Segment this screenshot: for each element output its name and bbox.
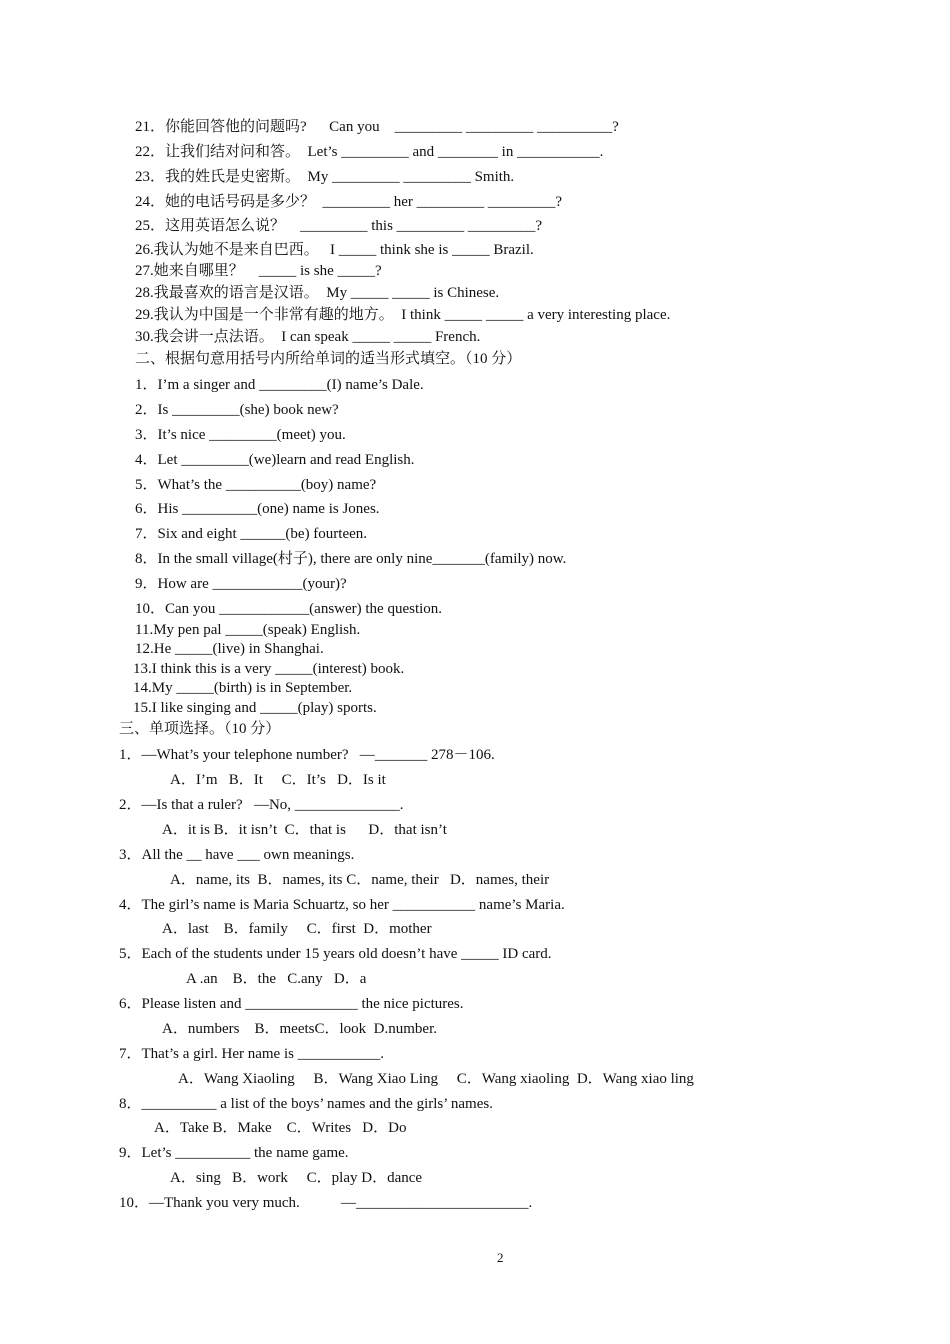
text-line: 8．In the small village(村子), there are only nine_______(family) now. xyxy=(135,551,567,567)
text-line: 26.我认为她不是来自巴西。 I _____ think she is _____ Brazil. xyxy=(135,242,534,258)
text-line: 15.I like singing and _____(play) sports. xyxy=(133,700,377,716)
text-line: 25．这用英语怎么说？ _________ this _________ _________? xyxy=(135,218,543,234)
text-line: A .an B．the C.any D．a xyxy=(186,971,367,987)
text-line: 1．I’m a singer and _________(I) name’s Dale. xyxy=(135,377,424,393)
text-line: A．sing B．work C．play D．dance xyxy=(170,1170,423,1186)
text-line: 6．His __________(one) name is Jones. xyxy=(135,501,380,517)
text-line: 6．Please listen and _______________ the nice pictures. xyxy=(119,996,464,1012)
text-line: 13.I think this is a very _____(interest) book. xyxy=(133,661,405,677)
text-line: 1．—What’s your telephone number? —_______ 278－106. xyxy=(119,747,495,763)
text-line: 三、单项选择。（10 分） xyxy=(119,721,281,737)
text-line: 2．Is _________(she) book new? xyxy=(135,402,339,418)
text-line: 24．她的电话号码是多少？ _________ her _________ _________? xyxy=(135,194,563,210)
text-line: 2．—Is that a ruler? —No, ______________. xyxy=(119,797,404,813)
text-line: 29.我认为中国是一个非常有趣的地方。 I think _____ _____ a very interesting place. xyxy=(135,307,671,323)
text-line: 10．Can you ____________(answer) the question. xyxy=(135,601,443,617)
text-line: A．name, its B．names, its C．name, their D．names, their xyxy=(170,872,550,888)
text-line: A．numbers B．meetsC．look D.number. xyxy=(162,1021,437,1037)
text-line: 9．How are ____________(your)? xyxy=(135,576,347,592)
text-line: 30.我会讲一点法语。 I can speak _____ _____ French. xyxy=(135,329,481,345)
text-line: 8．__________ a list of the boys’ names and the girls’ names. xyxy=(119,1096,493,1112)
text-line: A．Wang Xiaoling B．Wang Xiao Ling C．Wang xiaoling D．Wang xiao ling xyxy=(178,1071,694,1087)
text-line: 二、根据句意用括号内所给单词的适当形式填空。（10 分） xyxy=(135,351,522,367)
text-line: 3．It’s nice _________(meet) you. xyxy=(135,427,346,443)
text-line: 4．Let _________(we)learn and read English. xyxy=(135,452,415,468)
text-line: 12.He _____(live) in Shanghai. xyxy=(135,641,324,657)
text-line: 10．—Thank you very much. —_______________________. xyxy=(119,1195,533,1211)
text-line: 21．你能回答他的问题吗? Can you _________ _________ __________? xyxy=(135,119,619,135)
text-line: 3．All the __ have ___ own meanings. xyxy=(119,847,355,863)
text-line: 7．Six and eight ______(be) fourteen. xyxy=(135,526,368,542)
text-line: 4．The girl’s name is Maria Schuartz, so her ___________ name’s Maria. xyxy=(119,897,565,913)
text-line: 14.My _____(birth) is in September. xyxy=(133,680,353,696)
text-line: 22．让我们结对问和答。 Let’s _________ and ________ in ___________. xyxy=(135,144,604,160)
text-line: 27.她来自哪里？ _____ is she _____? xyxy=(135,263,382,279)
text-line: A．I’m B．It C．It’s D．Is it xyxy=(170,772,386,788)
text-line: 9．Let’s __________ the name game. xyxy=(119,1145,349,1161)
page-number: 2 xyxy=(497,1250,504,1265)
text-line: A．last B．family C．first D．mother xyxy=(162,921,432,937)
text-line: A．Take B．Make C．Writes D．Do xyxy=(154,1120,407,1136)
text-line: 11.My pen pal _____(speak) English. xyxy=(135,622,361,638)
text-line: 23．我的姓氏是史密斯。 My _________ _________ Smith. xyxy=(135,169,515,185)
text-line: 5．What’s the __________(boy) name? xyxy=(135,477,377,493)
text-line: 7．That’s a girl. Her name is ___________. xyxy=(119,1046,384,1062)
text-line: 28.我最喜欢的语言是汉语。 My _____ _____ is Chinese. xyxy=(135,285,500,301)
text-line: 5．Each of the students under 15 years old doesn’t have _____ ID card. xyxy=(119,946,552,962)
text-line: A．it is B．it isn’t C．that is D．that isn’t xyxy=(162,822,447,838)
